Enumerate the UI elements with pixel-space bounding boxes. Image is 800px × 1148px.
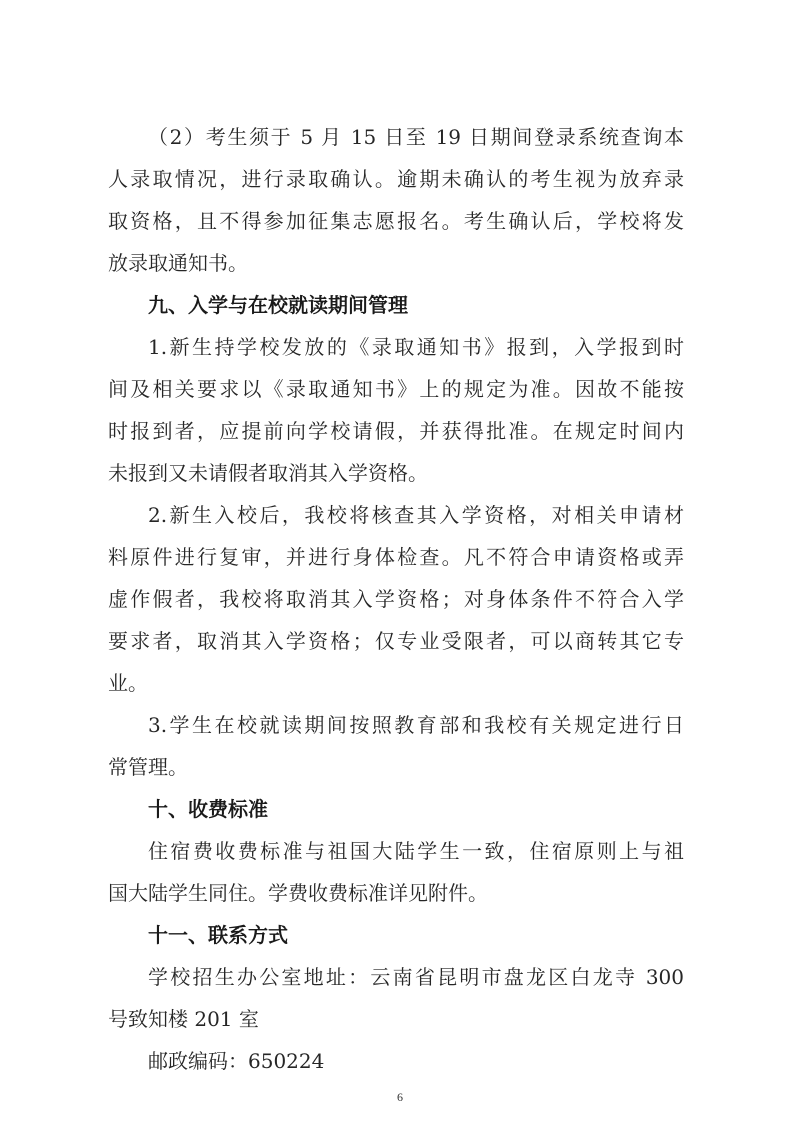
paragraph-line: 3.学生在校就读期间按照教育部和我校有关规定进行日: [148, 713, 684, 737]
paragraph-line: 未报到又未请假者取消其入学资格。: [108, 461, 428, 485]
section-heading: 九、入学与在校就读期间管理: [148, 293, 408, 317]
paragraph-line: 国大陆学生同住。学费收费标准详见附件。: [108, 881, 488, 905]
address-line: 号致知楼 201 室: [108, 1007, 259, 1031]
paragraph-line: （2）考生须于 5 月 15 日至 19 日期间登录系统查询本: [148, 125, 684, 149]
address-line: 学校招生办公室地址：云南省昆明市盘龙区白龙寺 300: [148, 965, 684, 989]
paragraph-line: 放录取通知书。: [108, 251, 248, 275]
paragraph-line: 人录取情况，进行录取确认。逾期未确认的考生视为放弃录: [108, 167, 684, 191]
paragraph-line: 常管理。: [108, 755, 188, 779]
paragraph-line: 虚作假者，我校将取消其入学资格；对身体条件不符合入学: [108, 587, 684, 611]
page-number: 6: [397, 1090, 403, 1104]
paragraph-line: 要求者，取消其入学资格；仅专业受限者，可以商转其它专: [108, 629, 684, 653]
section-heading: 十一、联系方式: [148, 923, 288, 947]
paragraph-line: 业。: [108, 671, 148, 695]
paragraph-line: 住宿费收费标准与祖国大陆学生一致，住宿原则上与祖: [148, 839, 684, 863]
paragraph-line: 1.新生持学校发放的《录取通知书》报到，入学报到时: [148, 335, 684, 359]
paragraph-line: 料原件进行复审，并进行身体检查。凡不符合申请资格或弄: [108, 545, 684, 569]
paragraph-line: 取资格，且不得参加征集志愿报名。考生确认后，学校将发: [108, 209, 684, 233]
paragraph-line: 2.新生入校后，我校将核查其入学资格，对相关申请材: [148, 503, 684, 527]
postal-code: 邮政编码：650224: [148, 1049, 325, 1073]
section-heading: 十、收费标准: [148, 797, 268, 821]
paragraph-line: 间及相关要求以《录取通知书》上的规定为准。因故不能按: [108, 377, 684, 401]
paragraph-line: 时报到者，应提前向学校请假，并获得批准。在规定时间内: [108, 419, 684, 443]
